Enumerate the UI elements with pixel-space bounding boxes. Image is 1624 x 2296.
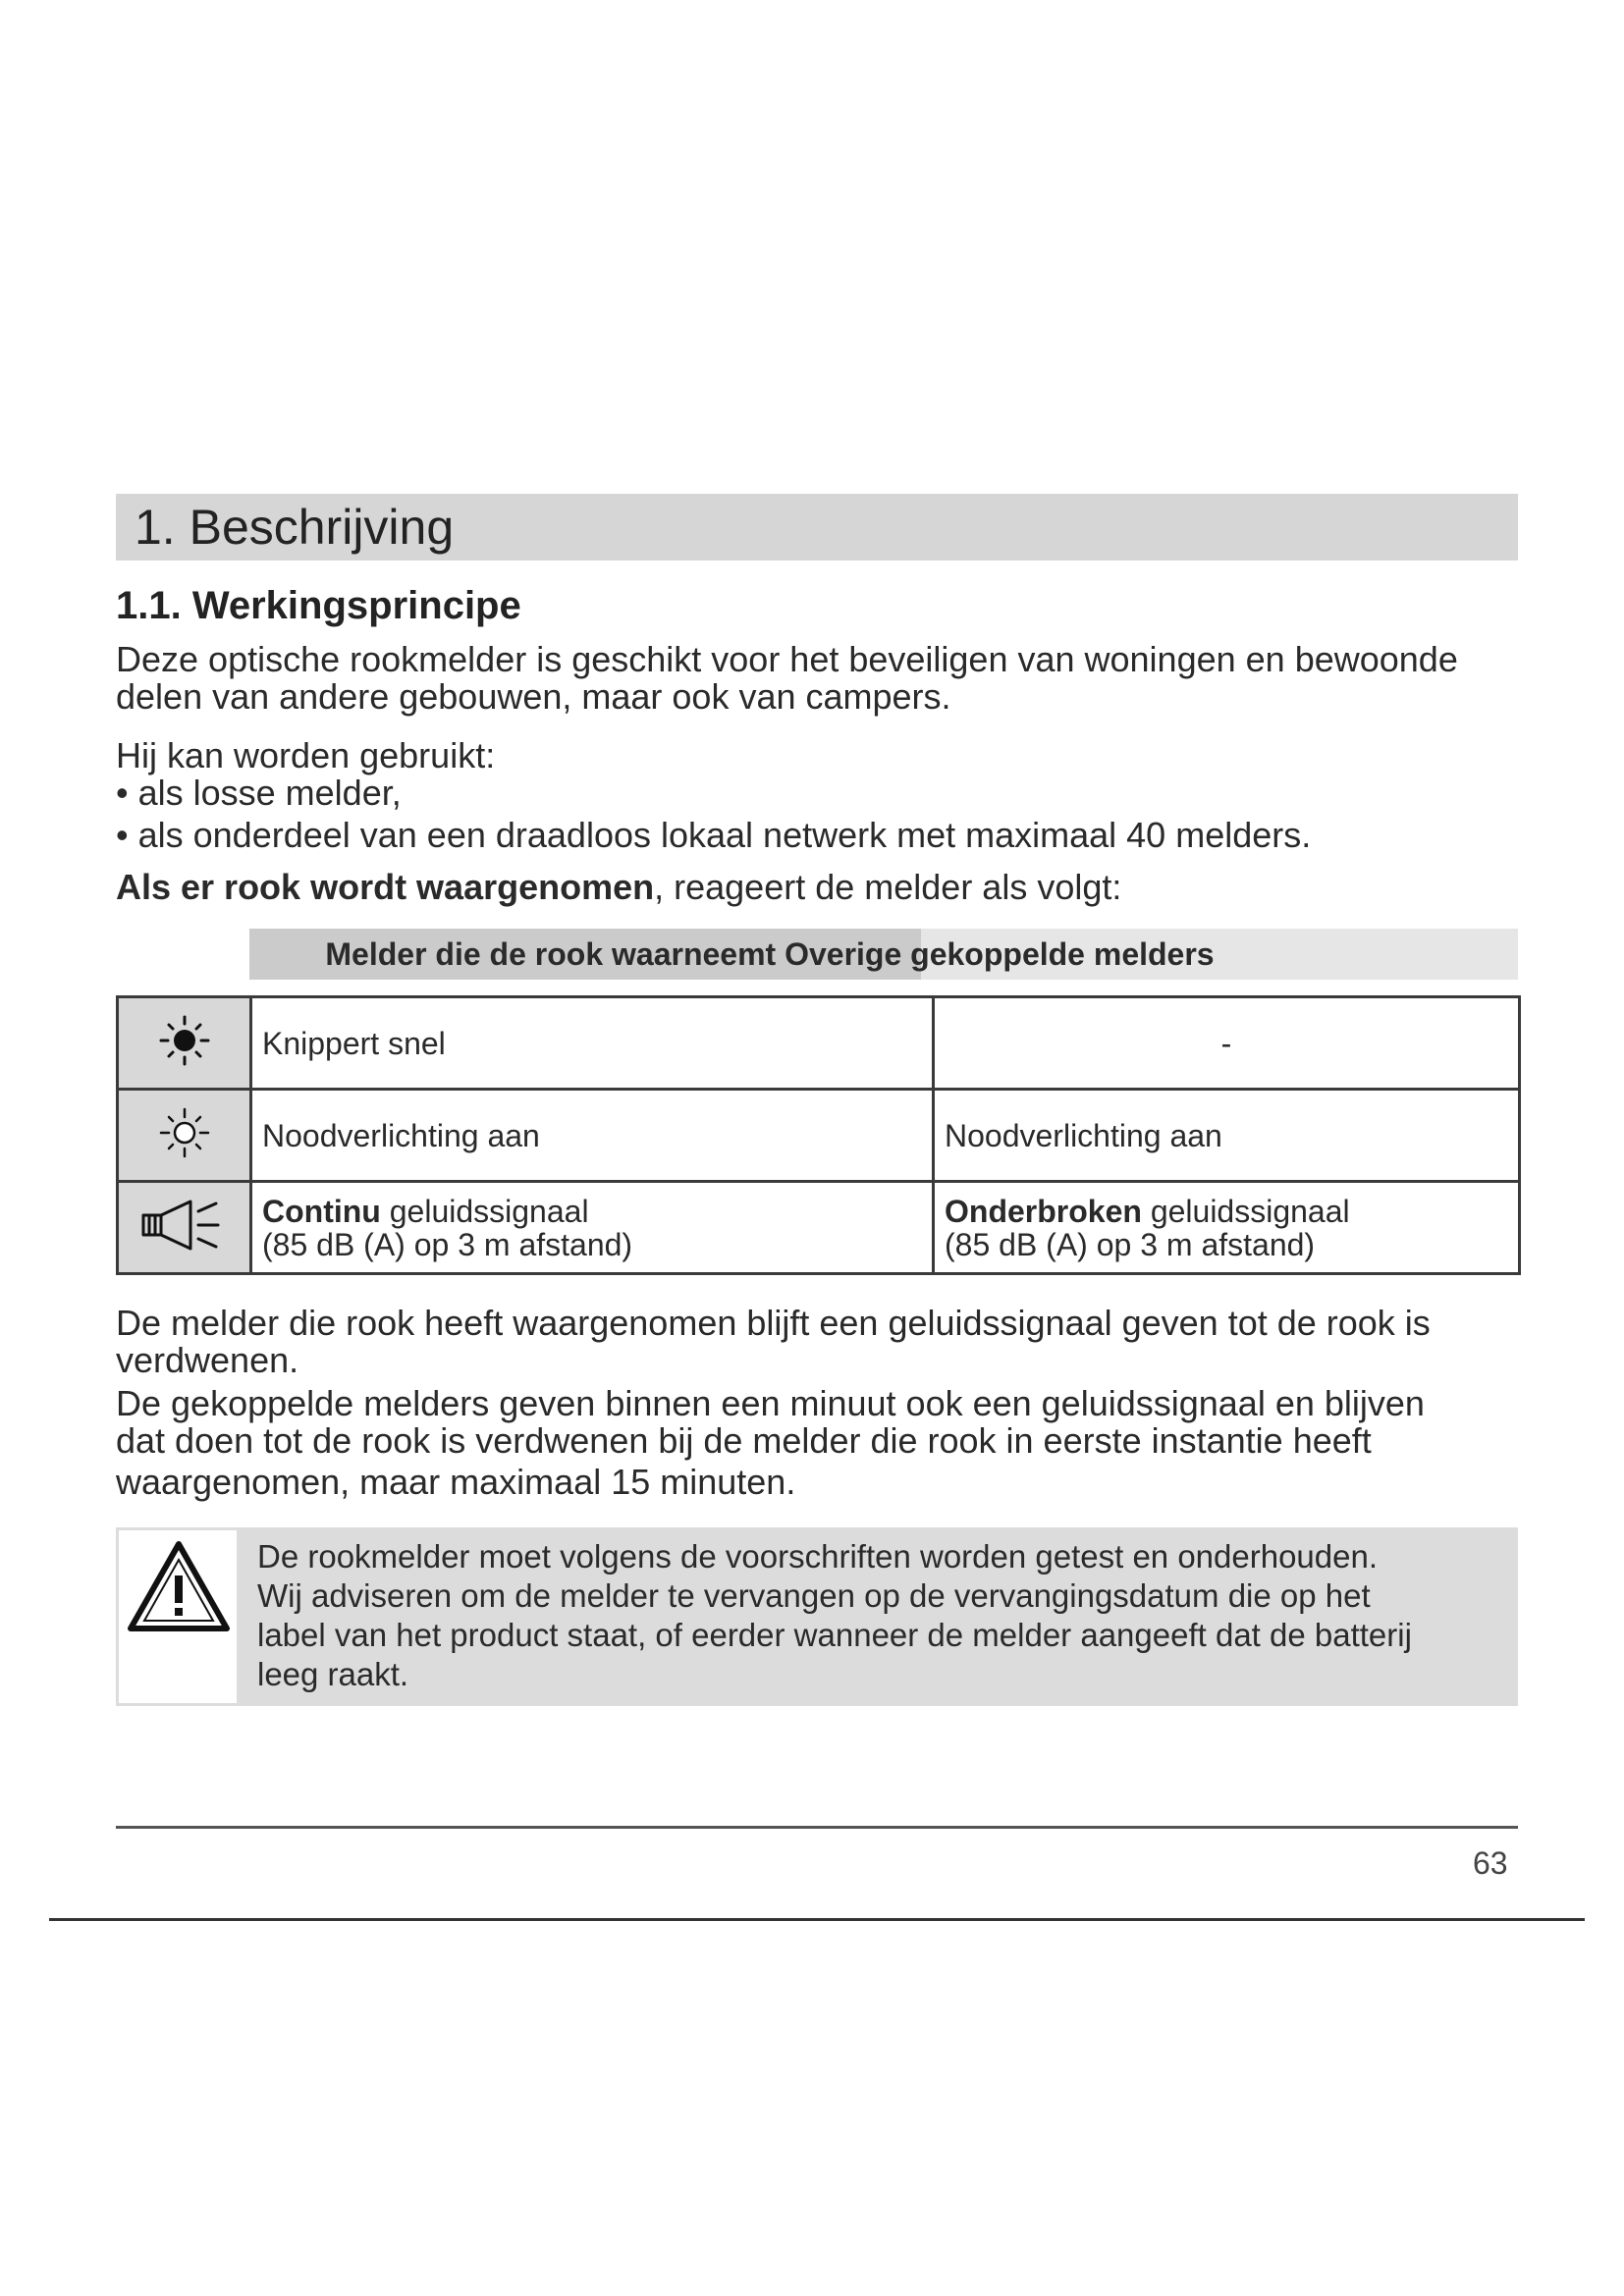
intro-line-2: delen van andere gebouwen, maar ook van campers.	[116, 676, 951, 717]
table-row	[118, 1090, 1520, 1182]
row2-right-cell: Noodverlichting aan	[934, 1090, 1520, 1182]
table-row	[118, 1182, 1520, 1274]
warning-triangle-icon	[125, 1538, 233, 1636]
row2-left-cell: Noodverlichting aan	[251, 1090, 934, 1182]
after-p2-line-2: dat doen tot de rook is verdwenen bij de melder die rook in eerste instantie heeft	[116, 1420, 1372, 1461]
warning-line-3: label van het product staat, of eerder wanneer de melder aangeeft dat de batterij	[257, 1617, 1412, 1653]
row3-left-bold: Continu	[262, 1193, 381, 1229]
row3-right-bold: Onderbroken	[945, 1193, 1142, 1229]
icon-cell	[118, 1182, 251, 1274]
subsection-title: 1.1. Werkingsprincipe	[116, 584, 521, 627]
reaction-line	[116, 868, 1121, 907]
warning-line-1: De rookmelder moet volgens de voorschriften worden getest en onderhouden.	[257, 1538, 1379, 1575]
led-flash-icon	[155, 1011, 214, 1070]
reaction-rest: , reageert de melder als volgt:	[654, 867, 1122, 907]
usage-lead: Hij kan worden gebruikt:	[116, 735, 496, 775]
warning-icon-cell	[117, 1528, 239, 1705]
footer-rule	[116, 1826, 1518, 1829]
warning-line-4: leeg raakt.	[257, 1656, 409, 1692]
row3-right-rest: geluidssignaal	[1141, 1193, 1350, 1229]
behaviour-table	[116, 995, 1521, 1275]
page-number: 63	[1473, 1845, 1508, 1881]
row3-right-line2: (85 dB (A) op 3 m afstand)	[945, 1226, 1316, 1262]
page-bottom-rule	[49, 1918, 1585, 1921]
row1-right-cell: -	[934, 997, 1520, 1090]
row3-left-line2: (85 dB (A) op 3 m afstand)	[262, 1226, 633, 1262]
warning-text	[257, 1537, 1412, 1694]
row3-right-cell	[934, 1182, 1520, 1274]
emergency-light-icon	[155, 1103, 214, 1162]
siren-icon	[137, 1194, 232, 1256]
row3-left-rest: geluidssignaal	[380, 1193, 589, 1229]
after-p1-line-1: De melder die rook heeft waargenomen blijft een geluidssignaal geven tot de rook is	[116, 1303, 1431, 1343]
after-p2-line-1: De gekoppelde melders geven binnen een minuut ook een geluidssignaal en blijven	[116, 1383, 1425, 1423]
section-title: 1. Beschrijving	[135, 500, 455, 555]
usage-bullet-2: • als onderdeel van een draadloos lokaal netwerk met maximaal 40 melders.	[116, 815, 1312, 855]
table-row	[118, 997, 1520, 1090]
intro-line-1: Deze optische rookmelder is geschikt voor het beveiligen van woningen en bewoonde	[116, 639, 1458, 679]
icon-cell	[118, 997, 251, 1090]
icon-cell	[118, 1090, 251, 1182]
after-p2-line-3: waargenomen, maar maximaal 15 minuten.	[116, 1462, 796, 1502]
row1-left-cell: Knippert snel	[251, 997, 934, 1090]
after-p1-line-2: verdwenen.	[116, 1340, 299, 1380]
usage-bullet-1: • als losse melder,	[116, 773, 402, 813]
reaction-bold: Als er rook wordt waargenomen	[116, 867, 655, 907]
table-header: Melder die de rook waarneemt Overige gekoppelde melders	[325, 936, 1215, 972]
row3-left-cell	[251, 1182, 934, 1274]
warning-line-2: Wij adviseren om de melder te vervangen op de vervangingsdatum die op het	[257, 1577, 1371, 1614]
